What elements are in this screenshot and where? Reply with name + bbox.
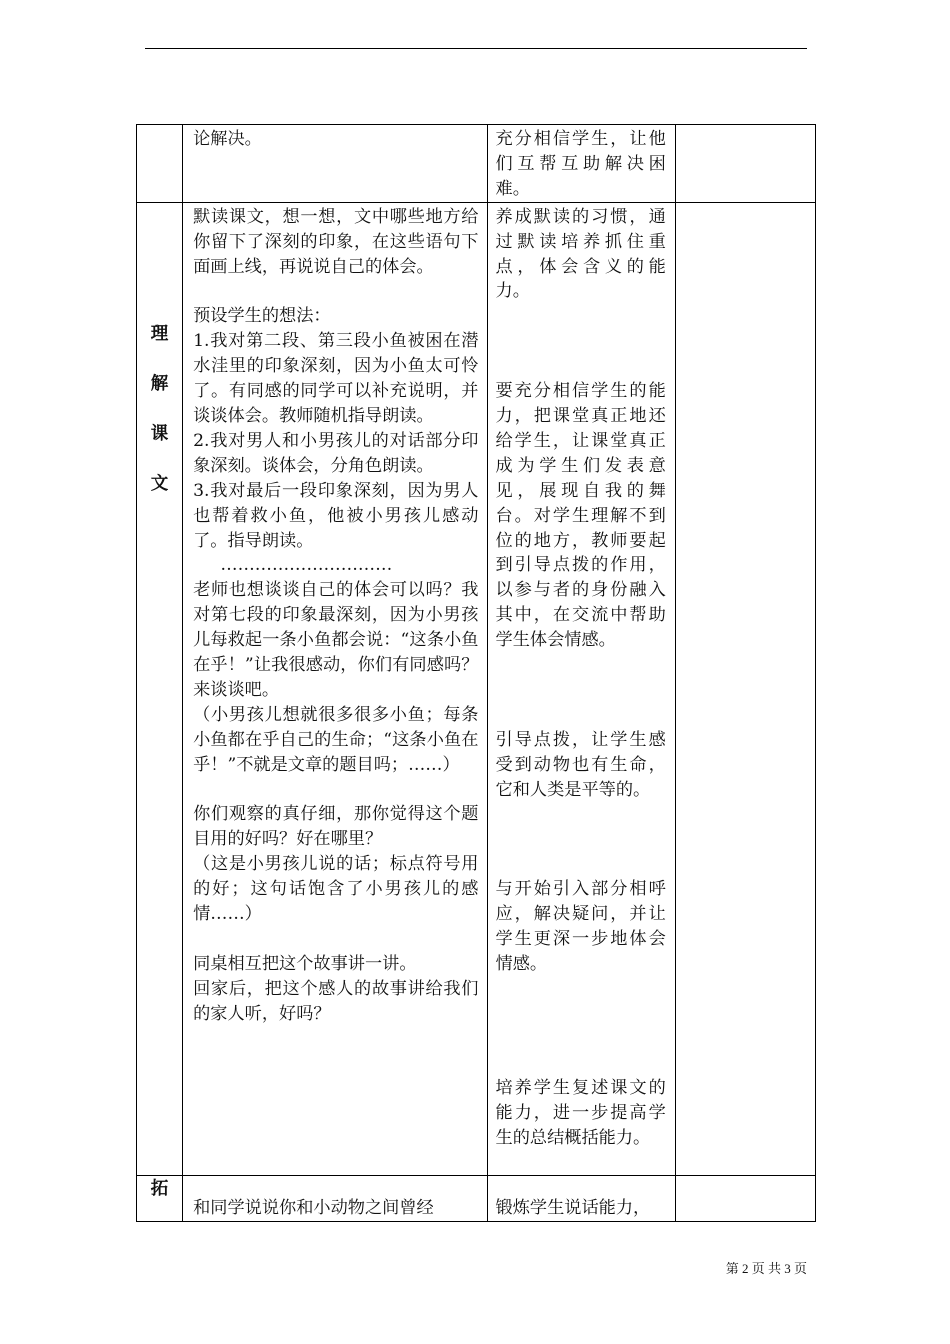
notes-cell [675, 1175, 815, 1221]
section-label-cell [137, 125, 183, 203]
section-label-cell [137, 202, 183, 1175]
content-cell [183, 202, 487, 1175]
purpose-text: 锻炼学生说话能力， [495, 1197, 651, 1218]
purpose-text: 充分相信学生，让他们互帮互助解决困难。 [495, 129, 666, 199]
section-label: 拓 [150, 1178, 169, 1199]
page-number: 第 2 页 共 3 页 [725, 1261, 807, 1276]
purpose-cell [487, 125, 675, 203]
purpose-cell [487, 1175, 675, 1221]
table-row [137, 202, 816, 1175]
purpose-cell [487, 202, 675, 1175]
section-label-cell [137, 1175, 183, 1221]
table-row [137, 125, 816, 203]
content-text: 论解决。 [193, 129, 262, 149]
content-text: 和同学说说你和小动物之间曾经 [193, 1197, 434, 1218]
notes-cell [675, 125, 815, 203]
header-rule [145, 48, 807, 49]
content-cell [183, 125, 487, 203]
content-text: 默读课文，想一想，文中哪些地方给你留下了深刻的印象，在这些语句下面画上线，再说说自己的体会。 预设学生的想法： 1.我对第二段、第三段小鱼被困在潜水洼里的印象深刻，因为小鱼太可怜了。有同感的同学可以补充说明，并谈谈体会。教师随机指导朗读。 2.我对男人和小男孩儿的对话部分印象深刻。谈体会，分角色朗读。 3.我对最后一段印象深刻，因为男人也帮着救小鱼，他被小男孩儿感动了。指导朗读。 ………………………… 老师也想谈谈自己的体会可以吗？我对第七段的印象最深刻，因为小男孩儿每救起一条小鱼都会说：“这条小鱼在乎！”让我很感动，你们有同感吗？来谈谈吧。 （小男孩儿想就很多很多小鱼；每条小鱼都在乎自己的生命；“这条小鱼在乎！”不就是文章的题目吗；……） 你们观察的真仔细，那你觉得这个题目用的好吗？好在哪里？ （这是小男孩儿说的话；标点符号用的好；这句话饱含了小男孩儿的感情……） 同桌相互把这个故事讲一讲。 回家后，把这个感人的故事讲给我们的家人听，好吗？ [193, 206, 479, 1024]
section-label: 理 解 课 文 [150, 323, 169, 494]
lesson-plan-table [136, 124, 816, 1222]
notes-cell [675, 202, 815, 1175]
table-row [137, 1175, 816, 1221]
purpose-text: 养成默读的习惯，通过默读培养抓住重点，体会含义的能力。 要充分相信学生的能力，把课堂真正地还给学生，让课堂真正成为学生们发表意见，展现自我的舞台。对学生理解不到位的地方，教师要起到引导点拨的作用，以参与者的身份融入其中，在交流中帮助学生体会情感。 引导点拨，让学生感受到动物也有生命，它和人类是平等的。 与开始引入部分相呼应，解决疑问，并让学生更深一步地体会情感。 培养学生复述课文的能力，进一步提高学生的总结概括能力。 [495, 206, 666, 1149]
content-cell [183, 1175, 487, 1221]
